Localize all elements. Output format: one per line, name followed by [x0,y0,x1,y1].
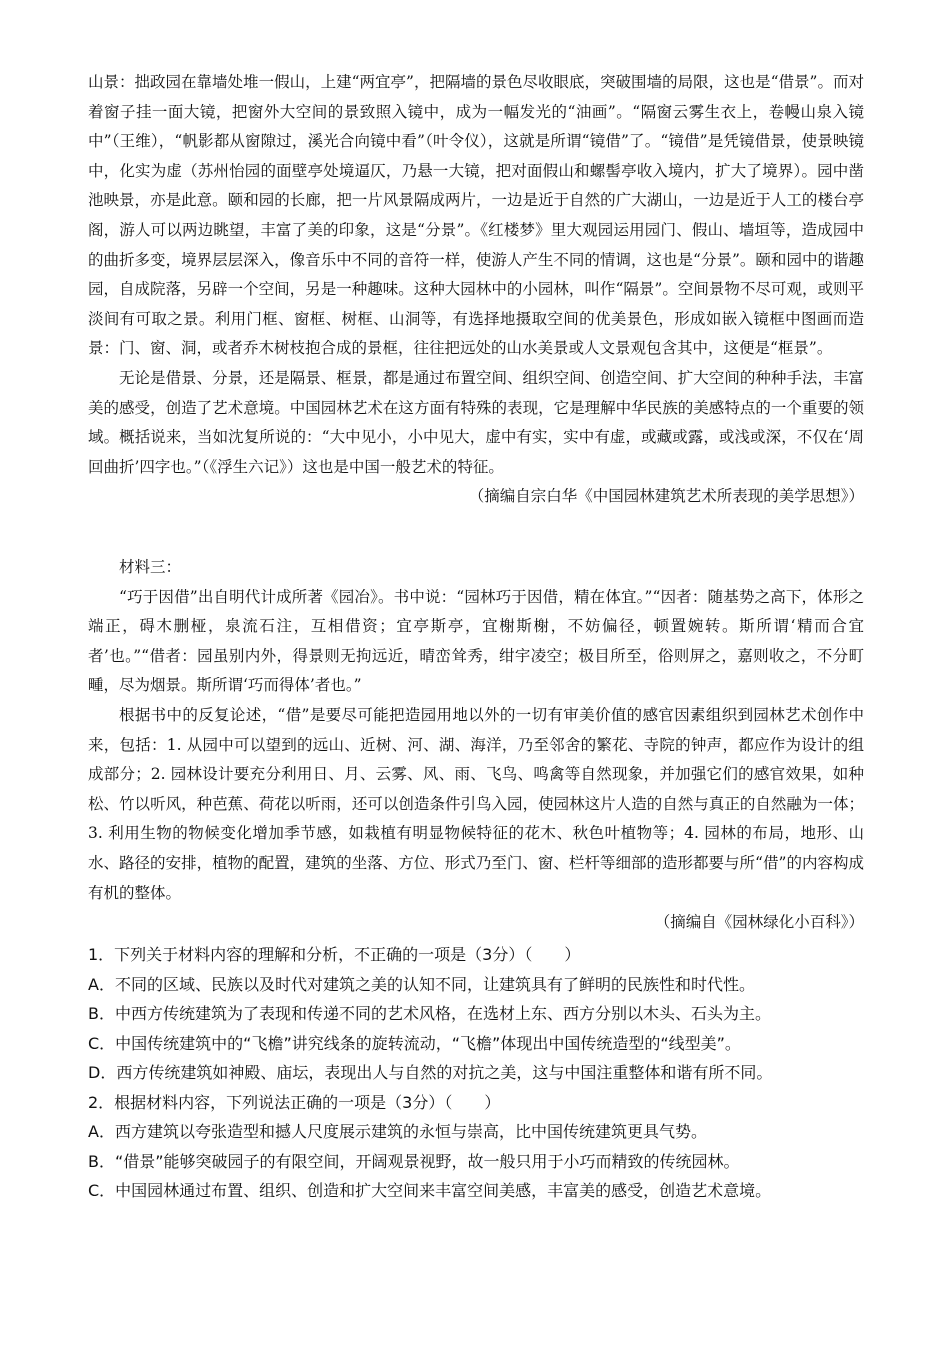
material-two-source: （摘编自宗白华《中国园林建筑艺术所表现的美学思想》） [468,487,864,506]
question-1-option-d: D．西方传统建筑如神殿、庙坛，表现出人与自然的对抗之美，这与中国注重整体和谐有所不同。 [88,1063,773,1082]
question-2-option-a: A．西方建筑以夸张造型和撼人尺度展示建筑的永恒与崇高，比中国传统建筑更具气势。 [88,1122,707,1141]
question-1-option-b: B．中西方传统建筑为了表现和传递不同的艺术风格，在选材上东、西方分别以木头、石头为主。 [88,1004,771,1023]
question-2-option-c: C．中国园林通过布置、组织、创造和扩大空间来丰富空间美感，丰富美的感受，创造艺术意境。 [88,1181,772,1200]
question-2-option-b: B．“借景”能够突破园子的有限空间，开阔观景视野，故一般只用于小巧而精致的传统园林。 [88,1151,740,1171]
material-three [88,553,864,938]
material-two-continued [88,68,864,512]
material-three-heading: 材料三： [119,558,182,576]
material-three-source: （摘编自《园林绿化小百科》） [654,913,864,932]
question-2 [88,1088,864,1206]
question-1-option-a: A．不同的区域、民族以及时代对建筑之美的认知不同，让建筑具有了鲜明的民族性和时代性。 [88,974,755,994]
material-three-paragraph-yuanye: “巧于因借”出自明代计成所著《园冶》。书中说：“园林巧于因借，精在体宜。”“因者：随基势之高下，体形之端正，碍木删桠，泉流石注，互相借资；宜亭斯亭，宜榭斯榭，不妨偏径，顿置婉转。斯所谓‘精而合宜者’也。”“借者：园虽别内外，得景则无拘远近，晴峦耸秀，绀宇凌空；极目所至，俗则屏之，嘉则收之，不分町畽，尽为烟景。斯所谓‘巧而得体’者也。” [88,587,864,695]
questions-section [88,940,864,1206]
material-three-paragraph-borrowing: 根据书中的反复论述，“借”是要尽可能把造园用地以外的一切有审美价值的感官因素组织到园林艺术创作中来，包括：1. 从园中可以望到的远山、近树、河、湖、海洋，乃至邻舍的繁花、寺院的钟声，都应作为设计的组成部分；2. 园林设计要充分利用日、月、云雾、风、雨、飞鸟、鸣禽等自然现象，并加强它们的感官效果，如种松、竹以听风，种芭蕉、荷花以听雨，还可以创造条件引鸟入园，使园林这片人造的自然与真正的自然融为一体；3. 利用生物的物候变化增加季节感，如栽植有明显物候特征的花木、秋色叶植物等；4. 园林的布局，地形、山水、路径的安排，植物的配置，建筑的坐落、方位、形式乃至门、窗、栏杆等细部的造形都要与所“借”的内容构成有机的整体。 [88,705,864,902]
material-two-paragraph-summary: 无论是借景、分景，还是隔景、框景，都是通过布置空间、组织空间、创造空间、扩大空间的种种手法，丰富美的感受，创造了艺术意境。中国园林艺术在这方面有特殊的表现，它是理解中华民族的美感特点的一个重要的领域。概括说来，当如沈复所说的：“大中见小，小中见大，虚中有实，实中有虚，或藏或露，或浅或深，不仅在‘周回曲折’四字也。”（《浮生六记》）这也是中国一般艺术的特征。 [88,368,864,476]
question-1-stem: 1．下列关于材料内容的理解和分析，不正确的一项是（3分）（ ） [88,945,581,964]
question-2-stem: 2．根据材料内容，下列说法正确的一项是（3分）（ ） [88,1092,501,1112]
material-two-paragraph-scenery: 山景：拙政园在靠墙处堆一假山，上建“两宜亭”，把隔墙的景色尽收眼底，突破围墙的局限，这也是“借景”。而对着窗子挂一面大镜，把窗外大空间的景致照入镜中，成为一幅发光的“油画”。“隔窗云雾生衣上，卷幔山泉入镜中”（王维），“帆影都从窗隙过，溪光合向镜中看”（叶令仪），这就是所谓“镜借”了。“镜借”是凭镜借景，使景映镜中，化实为虚（苏州怡园的面壁亭处境逼仄，乃悬一大镜，把对面假山和螺髻亭收入境内，扩大了境界）。园中凿池映景，亦是此意。颐和园的长廊，把一片风景隔成两片，一边是近于自然的广大湖山，一边是近于人工的楼台亭阁，游人可以两边眺望，丰富了美的印象，这是“分景”。《红楼梦》里大观园运用园门、假山、墙垣等，造成园中的曲折多变，境界层层深入，像音乐中不同的音符一样，使游人产生不同的情调，这也是“分景”。颐和园中的谐趣园，自成院落，另辟一个空间，另是一种趣味。这种大园林中的小园林，叫作“隔景”。空间景物不尽可观，或则平淡间有可取之景。利用门框、窗框、树框、山洞等，有选择地摄取空间的优美景色，形成如嵌入镜框中图画而造景：门、窗、洞，或者乔木树枝抱合成的景框，往往把远处的山水美景或人文景观包含其中，这便是“框景”。 [88,73,864,358]
question-1-option-c: C．中国传统建筑中的“飞檐”讲究线条的旋转流动，“飞檐”体现出中国传统造型的“线型美”。 [88,1033,741,1053]
question-1 [88,940,864,1088]
